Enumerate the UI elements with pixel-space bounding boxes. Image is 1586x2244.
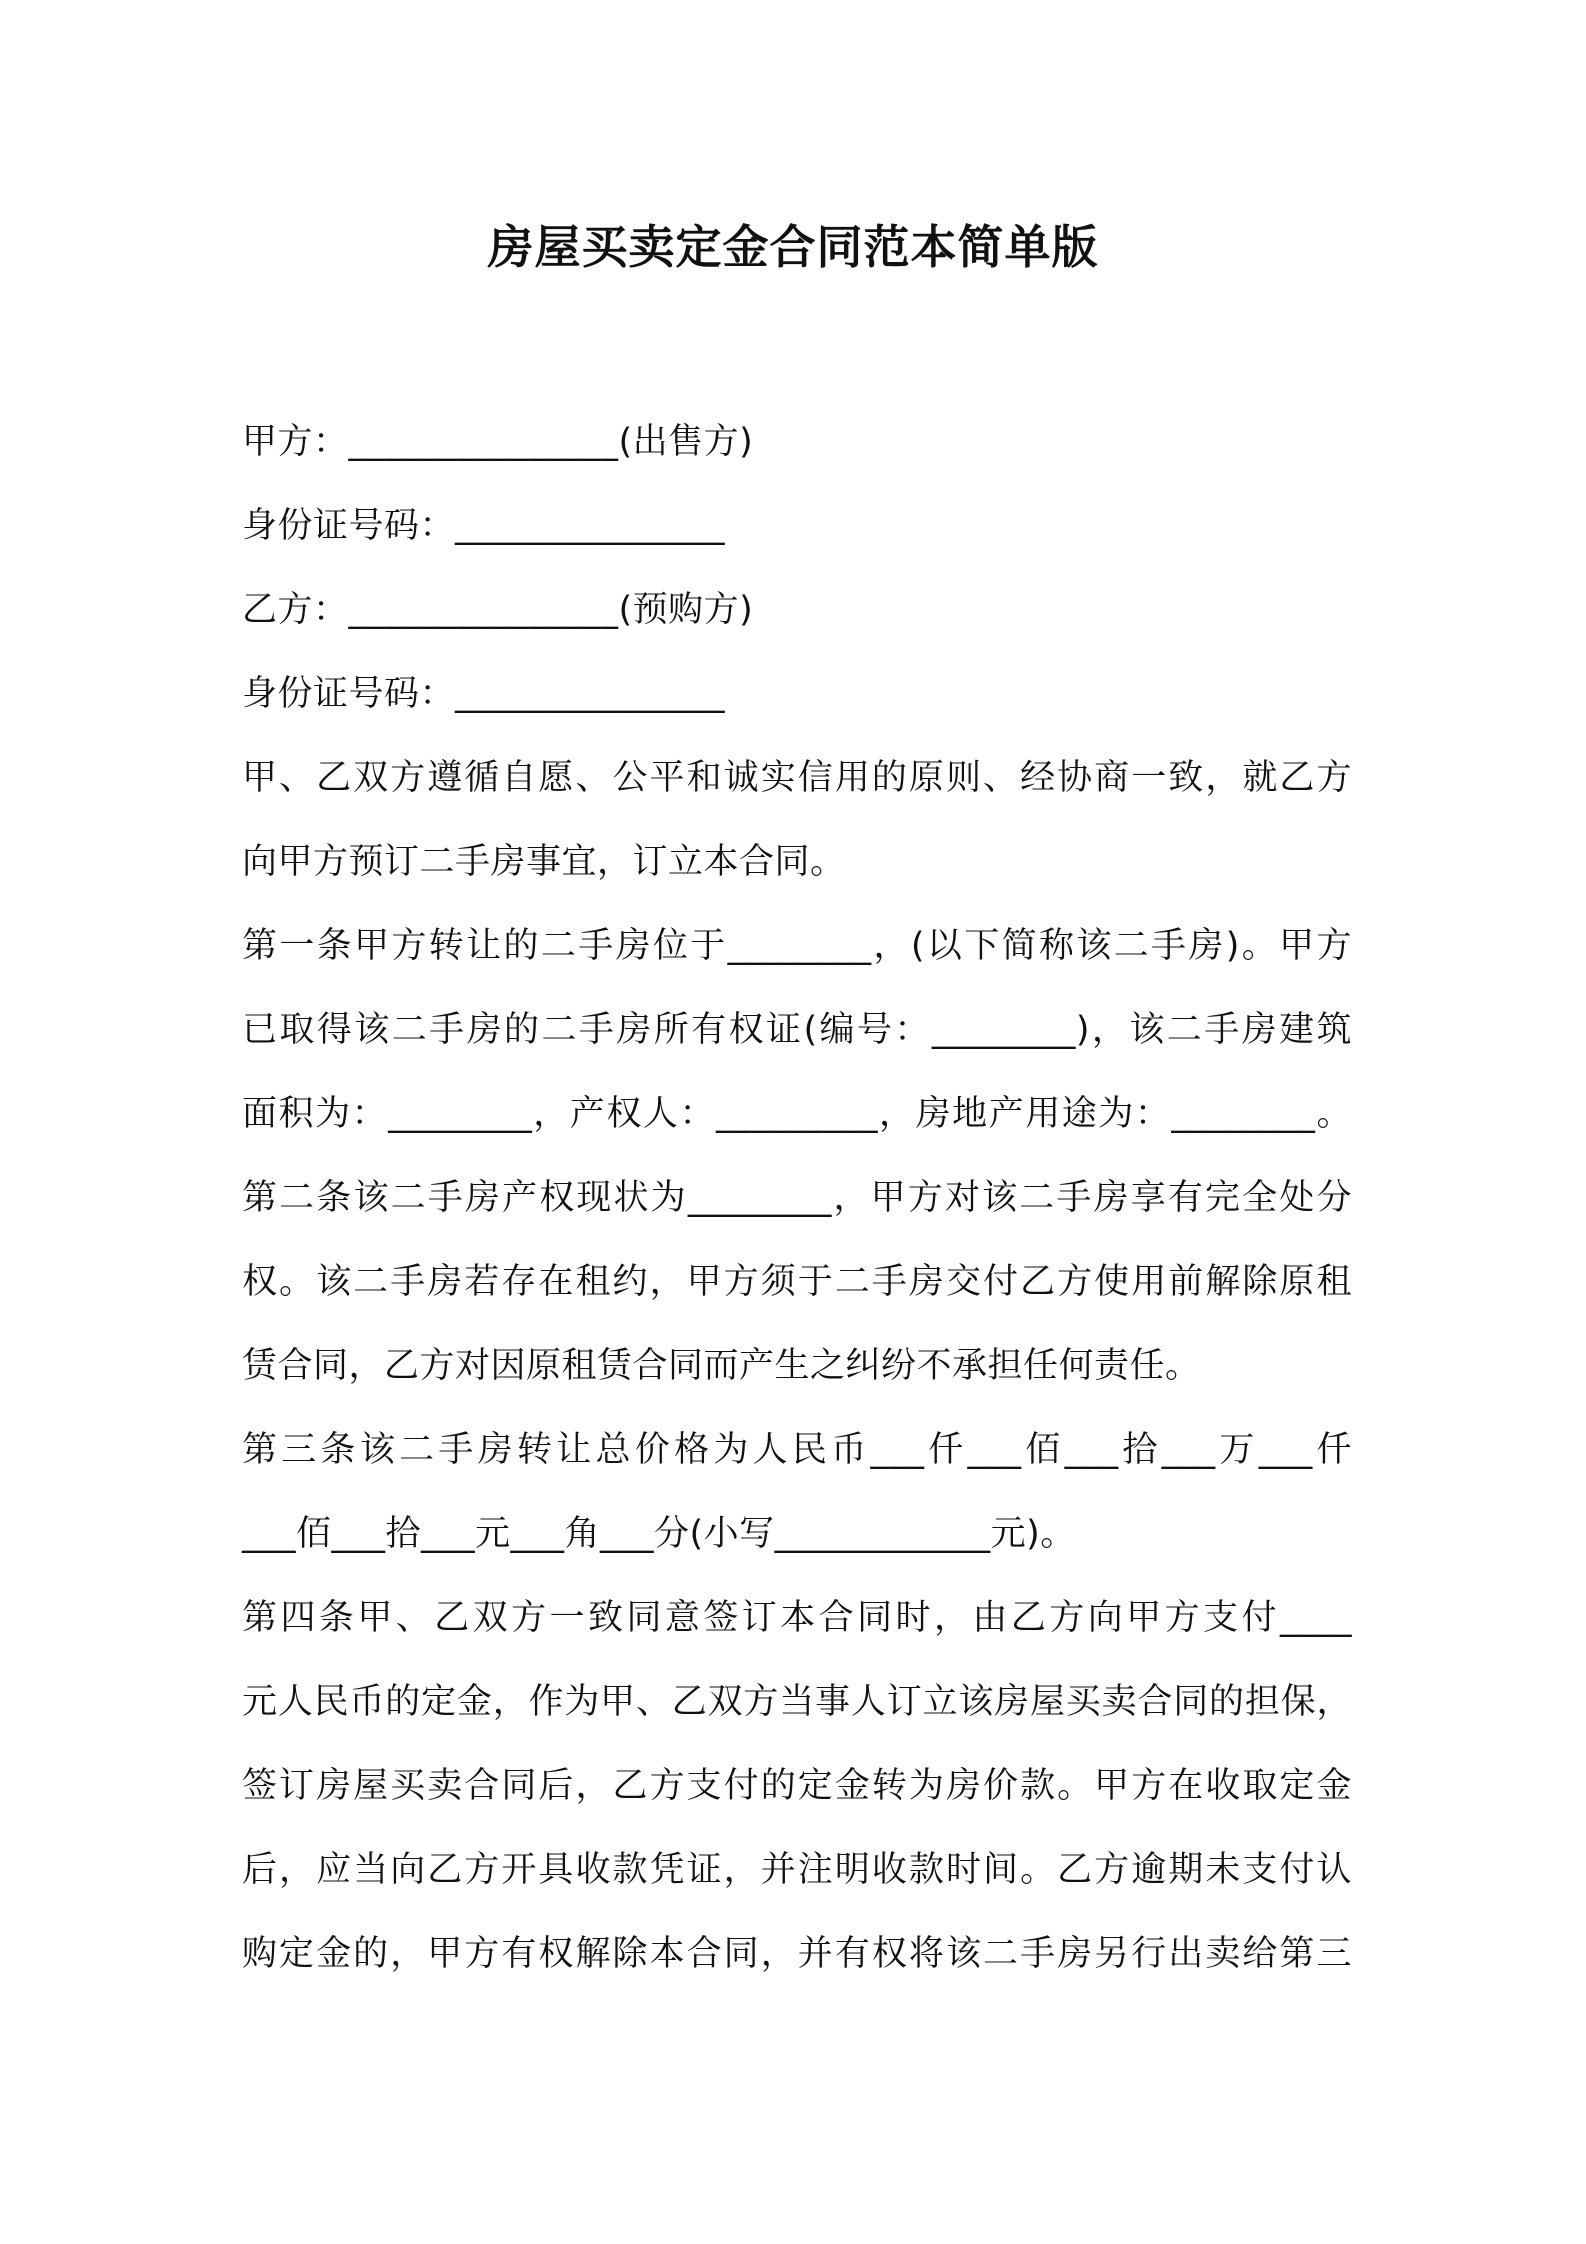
article-1-line: 已取得该二手房的二手房所有权证(编号：________)，该二手房建筑 (242, 1010, 1352, 1050)
article-4-line: 购定金的，甲方有权解除本合同，并有权将该二手房另行出卖给第三 (242, 1934, 1352, 1974)
article-4-line: 元人民币的定金，作为甲、乙双方当事人订立该房屋买卖合同的担保， (242, 1682, 1352, 1722)
party-a-id-line: 身份证号码：_______________ (242, 506, 726, 546)
article-2-line: 权。该二手房若存在租约，甲方须于二手房交付乙方使用前解除原租 (242, 1262, 1352, 1302)
document-body (242, 400, 1352, 1996)
party-b-id-line: 身份证号码：_______________ (242, 674, 726, 714)
preamble-line: 向甲方预订二手房事宜，订立本合同。 (242, 842, 846, 882)
party-b-line: 乙方：_______________(预购方) (242, 590, 754, 630)
article-2-line: 第二条该二手房产权现状为________，甲方对该二手房享有完全处分 (242, 1178, 1352, 1218)
article-2-line: 赁合同，乙方对因原租赁合同而产生之纠纷不承担任何责任。 (242, 1346, 1201, 1386)
preamble-line: 甲、乙双方遵循自愿、公平和诚实信用的原则、经协商一致，就乙方 (242, 758, 1352, 798)
article-1-line: 面积为：________，产权人：_________，房地产用途为：________。 (242, 1094, 1352, 1134)
article-4-line: 签订房屋买卖合同后，乙方支付的定金转为房价款。甲方在收取定金 (242, 1766, 1352, 1806)
article-1-line: 第一条甲方转让的二手房位于________，(以下简称该二手房)。甲方 (242, 926, 1352, 966)
article-3-line: 第三条该二手房转让总价格为人民币___仟___佰___拾___万___仟 (242, 1430, 1352, 1470)
article-3-line: ___佰___拾___元___角___分(小写____________元)。 (242, 1514, 1076, 1554)
article-4-line: 后，应当向乙方开具收款凭证，并注明收款时间。乙方逾期未支付认 (242, 1850, 1352, 1890)
document-title: 房屋买卖定金合同范本简单版 (487, 220, 1099, 274)
article-4-line: 第四条甲、乙双方一致同意签订本合同时，由乙方向甲方支付____ (242, 1598, 1352, 1638)
party-a-line: 甲方：_______________(出售方) (242, 422, 754, 462)
